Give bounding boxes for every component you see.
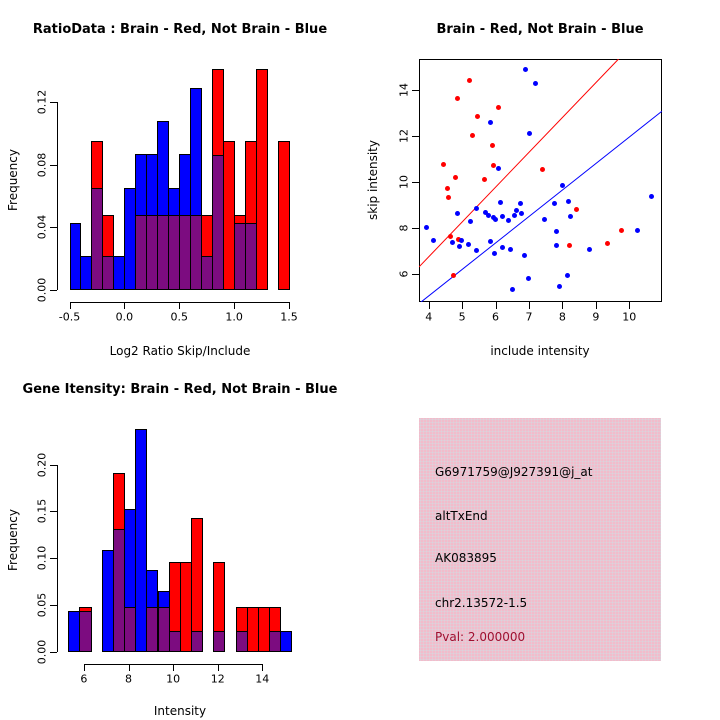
panel-ratio-histogram (0, 0, 360, 360)
x-tick-label: 12 (210, 672, 225, 686)
scatter-point-blue (587, 247, 592, 252)
y-tick-label: 0.12 (35, 89, 49, 115)
x-tick (179, 302, 180, 309)
scatter-point-blue (560, 183, 565, 188)
x-tick (529, 302, 530, 309)
y-tick-label: 0.00 (35, 277, 49, 303)
panel-intensity-scatter (360, 0, 720, 360)
scatter-point-red (467, 78, 472, 83)
info-line-probe: G6971759@J927391@j_at (435, 465, 593, 479)
y-axis-line (57, 465, 58, 652)
x-tick-label: 5 (458, 310, 466, 324)
y-tick-label: 0.04 (35, 215, 49, 240)
scatter-point-red (567, 243, 572, 248)
y-axis-label: skip intensity (366, 140, 380, 220)
x-tick (562, 302, 563, 309)
y-tick-label: 6 (397, 270, 411, 278)
y-tick (412, 182, 419, 183)
scatter-point-blue (450, 240, 455, 245)
scatter-point-blue (542, 217, 547, 222)
y-tick (50, 511, 57, 512)
y-tick-label: 12 (397, 128, 411, 143)
x-tick (496, 302, 497, 309)
scatter-point-blue (496, 166, 501, 171)
hist-bar-blue (280, 631, 292, 652)
y-tick-label: 14 (397, 82, 411, 97)
y-tick-label: 8 (397, 224, 411, 232)
y-axis-label: Frequency (6, 149, 20, 211)
scatter-point-blue (552, 201, 557, 206)
scatter-point-blue (514, 208, 519, 213)
x-tick-label: 1.5 (280, 310, 298, 324)
scatter-point-blue (510, 287, 515, 292)
scatter-point-red (490, 143, 495, 148)
hist-bar-overlap (213, 631, 225, 652)
x-axis-label: include intensity (490, 344, 590, 358)
scatter-point-blue (554, 229, 559, 234)
x-tick-label: 9 (592, 310, 600, 324)
chart-title: Gene Itensity: Brain - Red, Not Brain - Blue (22, 382, 338, 397)
x-tick (218, 664, 219, 671)
info-line-pval: Pval: 2.000000 (435, 630, 526, 644)
y-tick-label: 10 (397, 174, 411, 189)
scatter-point-blue (523, 67, 528, 72)
x-tick-label: 10 (166, 672, 181, 686)
scatter-point-red (540, 167, 545, 172)
scatter-point-red (605, 241, 610, 246)
y-tick (50, 605, 57, 606)
hist-bar-red (256, 69, 268, 290)
scatter-point-blue (500, 245, 505, 250)
x-tick-label: 8 (125, 672, 132, 686)
y-tick (50, 558, 57, 559)
x-tick (124, 302, 125, 309)
x-tick-label: -0.5 (58, 310, 81, 324)
y-tick-label: 0.10 (35, 545, 49, 571)
chart-title: RatioData : Brain - Red, Not Brain - Blue (32, 22, 328, 37)
x-tick-label: 6 (492, 310, 500, 324)
y-tick (50, 165, 57, 166)
x-axis-label: Log2 Ratio Skip/Include (109, 344, 251, 358)
scatter-point-blue (522, 253, 527, 258)
x-tick-label: 4 (425, 310, 433, 324)
scatter-point-red (482, 177, 487, 182)
x-tick (629, 302, 630, 309)
x-tick (173, 664, 174, 671)
scatter-point-blue (424, 225, 429, 230)
y-tick (50, 290, 57, 291)
y-tick (50, 465, 57, 466)
info-line-accession: AK083895 (435, 551, 497, 565)
scatter-point-red (455, 96, 460, 101)
y-tick (412, 90, 419, 91)
y-tick-label: 0.15 (35, 499, 49, 524)
scatter-point-red (441, 162, 446, 167)
scatter-point-red (451, 273, 456, 278)
chart-title: Brain - Red, Not Brain - Blue (436, 22, 644, 37)
scatter-point-red (574, 207, 579, 212)
x-tick-label: 14 (255, 672, 270, 686)
y-tick-label: 0.00 (35, 639, 49, 664)
y-tick (412, 136, 419, 137)
y-tick (50, 652, 57, 653)
scatter-point-blue (466, 242, 471, 247)
scatter-point-blue (533, 81, 538, 86)
scatter-point-red (445, 186, 450, 191)
hist-bar-overlap (79, 611, 91, 652)
x-tick-label: 0.5 (170, 310, 188, 324)
x-tick-label: 10 (622, 310, 637, 324)
y-tick (412, 274, 419, 275)
scatter-point-blue (512, 213, 517, 218)
y-tick-label: 0.20 (35, 452, 49, 477)
panel-info (360, 360, 720, 720)
panel-gene-intensity-histogram (0, 360, 360, 720)
x-tick (289, 302, 290, 309)
scatter-point-blue (474, 248, 479, 253)
y-tick (412, 228, 419, 229)
y-tick-label: 0.05 (35, 592, 49, 618)
x-tick-label: 1.0 (225, 310, 243, 324)
scatter-point-blue (455, 211, 460, 216)
x-tick (70, 302, 71, 309)
hist-bar-red (278, 141, 290, 290)
scatter-point-blue (506, 218, 511, 223)
y-axis-line (57, 102, 58, 290)
x-tick (84, 664, 85, 671)
y-axis-label: Frequency (6, 509, 20, 571)
scatter-point-red (496, 105, 501, 110)
x-tick (129, 664, 130, 671)
x-tick-label: 7 (525, 310, 533, 324)
scatter-point-blue (554, 243, 559, 248)
x-tick (596, 302, 597, 309)
y-tick-label: 0.08 (35, 152, 49, 177)
x-tick (262, 664, 263, 671)
x-tick (234, 302, 235, 309)
scatter-point-red (453, 175, 458, 180)
x-tick-label: 6 (80, 672, 88, 686)
info-box (419, 418, 661, 661)
y-tick (50, 227, 57, 228)
x-tick (429, 302, 430, 309)
x-axis-label: Intensity (153, 704, 207, 718)
info-line-event-type: altTxEnd (435, 509, 488, 523)
x-tick (462, 302, 463, 309)
x-tick-label: 8 (558, 310, 566, 324)
x-tick-label: 0.0 (115, 310, 134, 324)
hist-bar-overlap (191, 631, 203, 652)
scatter-point-blue (474, 206, 479, 211)
y-tick (50, 102, 57, 103)
info-line-locus: chr2.13572-1.5 (435, 596, 528, 610)
